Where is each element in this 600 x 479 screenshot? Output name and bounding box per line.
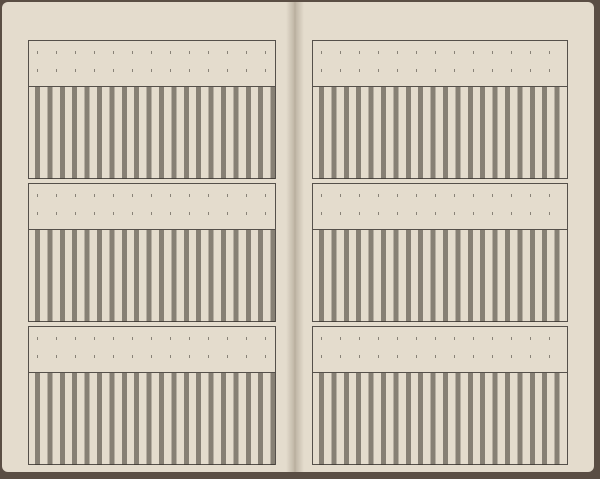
dash-mark-row — [29, 41, 275, 87]
table-row-band — [28, 326, 276, 465]
dash-mark-row — [313, 41, 567, 87]
dash-mark-row — [29, 184, 275, 230]
table-row-band — [312, 326, 568, 465]
right-page — [294, 2, 594, 472]
vertical-text-columns — [29, 230, 275, 322]
left-page — [2, 2, 294, 472]
right-page-table — [312, 40, 568, 465]
vertical-text-columns — [29, 373, 275, 465]
vertical-text-columns — [29, 87, 275, 179]
table-row-band — [28, 183, 276, 322]
vertical-text-columns — [313, 87, 567, 179]
vertical-text-columns — [313, 373, 567, 465]
dash-mark-row — [29, 327, 275, 373]
table-row-band — [312, 183, 568, 322]
vertical-text-columns — [313, 230, 567, 322]
dash-mark-row — [313, 184, 567, 230]
table-row-band — [312, 40, 568, 179]
table-row-band — [28, 40, 276, 179]
book-gutter — [286, 2, 304, 472]
left-page-table — [28, 40, 276, 465]
dash-mark-row — [313, 327, 567, 373]
